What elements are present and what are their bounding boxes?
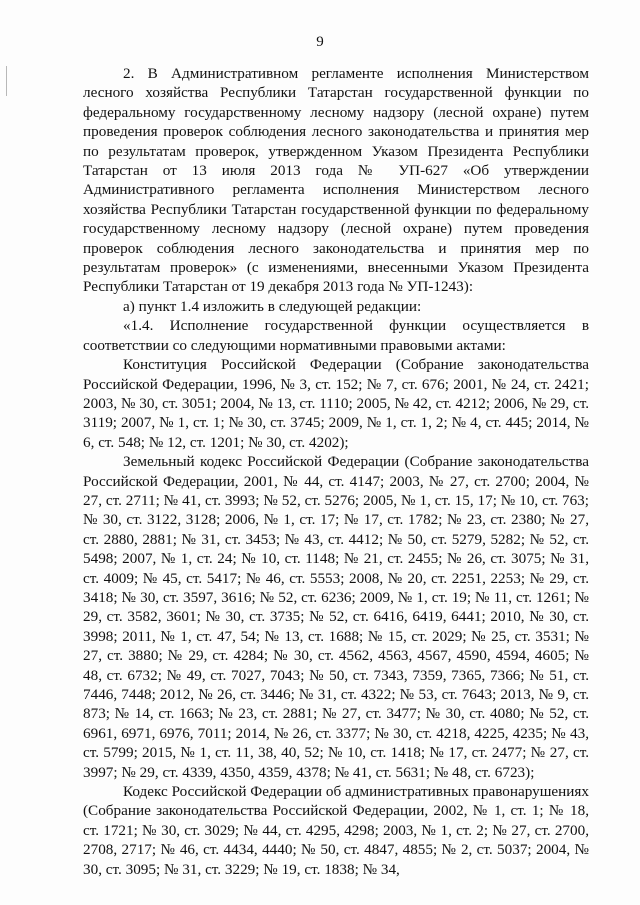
paragraph-amendment-intro: 2. В Административном регламенте исполнения Министерством лесного хозяйства Республики Татарстан государственной функции по федеральному государственному лесному надзору (лесной охране) путем проведения проверок соблюдения лесного законодательства и принятия мер по результатам проверок, утвержденном Указом Президента Республики Татарстан от 13 июля 2013 года № УП-627 «Об утверждении Административного регламента исполнения Министерством лесного хозяйства Республики Татарстан государственной функции по федеральному государственному лесному надзору (лесной охране) путем проведения проверок соблюдения лесного законодательства и принятия мер по результатам проверок» (с изменениями, внесенными Указом Президента Республики Татарстан от 19 декабря 2013 года № УП-1243): [83,65,589,296]
paragraph-land-code: Земельный кодекс Российской Федерации (Собрание законодательства Российской Федерации, 2001, № 44, ст. 4147; 2003, № 27, ст. 2700; 2004, № 27, ст. 2711; № 41, ст. 3993; № 52, ст. 5276; 2005, № 1, ст. 15, 17; № 10, ст. 763; № 30, ст. 3122, 3128; 2006, № 1, ст. 17; № 17, ст. 1782; № 23, ст. 2380; № 27, ст. 2880, 2881; № 31, ст. 3453; № 43, ст. 4412; № 50, ст. 5279, 5282; № 52, ст. 5498; 2007, № 1, ст. 24; № 10, ст. 1148; № 21, ст. 2455; № 26, ст. 3075; № 31, ст. 4009; № 45, ст. 5417; № 46, ст. 5553; 2008, № 20, ст. 2251, 2253; № 29, ст. 3418; № 30, ст. 3597, 3616; № 52, ст. 6236; 2009, № 1, ст. 19; № 11, ст. 1261; № 29, ст. 3582, 3601; № 30, ст. 3735; № 52, ст. 6416, 6419, 6441; 2010, № 30, ст. 3998; 2011, № 1, ст. 47, 54; № 13, ст. 1688; № 15, ст. 2029; № 25, ст. 3531; № 27, ст. 3880; № 29, ст. 4284; № 30, ст. 4562, 4563, 4567, 4590, 4594, 4605; № 48, ст. 6732; № 49, ст. 7027, 7043; № 50, ст. 7343, 7359, 7365, 7366; № 51, ст. 7446, 7448; 2012, № 26, ст. 3446; № 31, ст. 4322; № 53, ст. 7643; 2013, № 9, ст. 873; № 14, ст. 1663; № 23, ст. 2881; № 27, ст. 3477; № 30, ст. 4080; № 52, ст. 6961, 6971, 6976, 7011; 2014, № 26, ст. 3377; № 30, ст. 4218, 4225, 4235; № 43, ст. 5799; 2015, № 1, ст. 11, 38, 40, 52; № 10, ст. 1418; № 17, ст. 2477; № 27, ст. 3997; № 29, ст. 4339, 4350, 4359, 4378; № 41, ст. 5631; № 48, ст. 6723); [83,453,589,781]
paragraph-constitution: Конституция Российской Федерации (Собрание законодательства Российской Федерации, 1996, № 3, ст. 152; № 7, ст. 676; 2001, № 24, ст. 2421; 2003, № 30, ст. 3051; 2004, № 13, ст. 1110; 2005, № 42, ст. 4212; 2006, № 29, ст. 3119; 2007, № 1, ст. 1; № 30, ст. 3745; 2009, № 1, ст. 1, 2; № 4, ст. 445; 2014, № 6, ст. 548; № 12, ст. 1201; № 30, ст. 4202); [83,356,589,451]
document-body [83,64,589,879]
page-number: 9 [316,34,324,50]
paragraph-clause-1-4: «1.4. Исполнение государственной функции осуществляется в соответствии со следующими нормативными правовыми актами: [83,317,589,354]
paragraph-admin-code: Кодекс Российской Федерации об административных правонарушениях (Собрание законодательства Российской Федерации, 2002, № 1, ст. 1; № 18, ст. 1721; № 30, ст. 3029; № 44, ст. 4295, 4298; 2003, № 1, ст. 2; № 27, ст. 2700, 2708, 2717; № 46, ст. 4434, 4440; № 50, ст. 4847, 4855; № 2, ст. 5037; 2004, № 30, ст. 3095; № 31, ст. 3229; № 19, ст. 1838; № 34, [83,783,589,878]
paragraph-item-a: а) пункт 1.4 изложить в следующей редакции: [123,297,422,315]
scan-margin-mark [6,66,7,96]
